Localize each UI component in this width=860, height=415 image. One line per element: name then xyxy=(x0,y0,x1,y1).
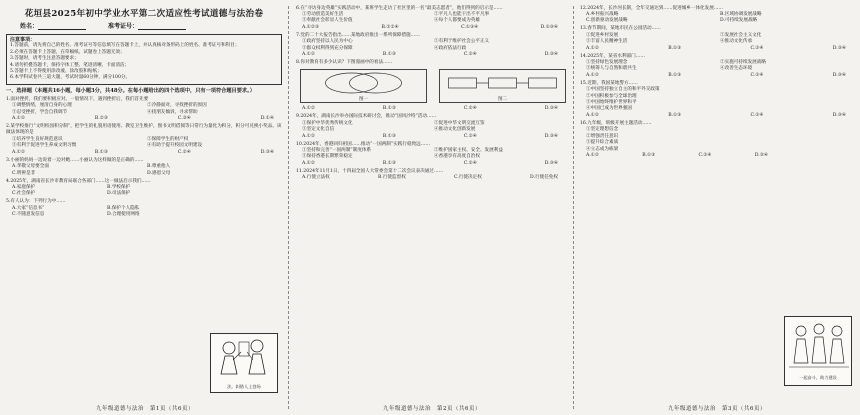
option-d: D.③④ xyxy=(544,52,558,58)
column-divider xyxy=(288,6,289,409)
statement: ③统筹人与自然和谐共生 xyxy=(586,66,637,72)
question-11: 11.2024年11月1日，十四届全国人大常委会第十二次会议表决通过…… xyxy=(296,168,444,174)
option-a: A.①②③ xyxy=(302,24,320,30)
answer-options xyxy=(296,161,566,167)
flow-diagram-icon xyxy=(440,70,565,96)
statement: ②冷静面对，寻找挫折的原因 xyxy=(147,103,207,109)
option-c: C.创新驱动发展战略 xyxy=(586,18,628,24)
option-a: A.①② xyxy=(586,72,600,78)
notice-line: 2.必须在答题卡上答题，在草稿纸、试题卷上答题无效； xyxy=(10,49,125,55)
option-b: B.①③ xyxy=(668,112,682,118)
cartoon-illustration xyxy=(210,333,278,393)
option-c: C.①③④ xyxy=(461,24,479,30)
statement: ③奉献社会彰显人生价值 xyxy=(302,18,353,24)
cartoon-figures-icon xyxy=(211,334,279,384)
statement: ①劳动创造美好生活 xyxy=(302,12,344,17)
option-c: C.社会保护 xyxy=(12,191,36,197)
statement: ①政府坚持以人民为中心 xyxy=(302,39,353,45)
notice-title: 注意事项： xyxy=(10,37,36,43)
statement: ④找朋友倾诉，寻求帮助 xyxy=(147,109,198,115)
statement: ②增强责任意识 xyxy=(586,133,619,139)
question-14: 14.2025年，某省水利部门…… xyxy=(580,53,645,59)
option-b: B.①③ xyxy=(642,152,656,158)
question-2: 2.某学校推行“文明校园积分制”，把学生的礼貌用语使用、教室卫生维护、图书文明借阅等日常行为量化为积分，积分可兑换小奖品。该做法体现的是 xyxy=(6,124,282,136)
venn-diagram-icon xyxy=(301,70,426,96)
statement: ④推动文化传承 xyxy=(720,39,753,45)
statement: ④政府依法行政 xyxy=(434,45,467,51)
statement: ①坚持绿色发展理念 xyxy=(586,60,628,66)
option-d: D.感恩父母 xyxy=(147,170,171,176)
option-d: D.①④ xyxy=(260,116,274,122)
question-15: 15.近期，我国某地警方…… xyxy=(580,80,638,86)
statement: ③忍受挫折，学会自我调节 xyxy=(12,109,68,115)
question-6: 6.在“寻访身边英雄”实践活动中，某班学生走访了社区里的一名“最美志愿者”，他们得到的启示是…… xyxy=(296,5,503,11)
option-a: A.①② xyxy=(302,52,316,58)
statement: ③坚定文化自信 xyxy=(302,127,335,133)
statement: ④有助于提升校园文明建设 xyxy=(147,143,203,149)
cartoon-caption: 一起奋斗，助力建设 xyxy=(799,375,837,380)
question-8: 8.你对教育有多少认识？下图漫画中的看法…… xyxy=(296,60,393,66)
option-a: A.①② xyxy=(586,45,600,51)
diagram-caption: 图二 xyxy=(498,97,507,103)
question-16: 16.九年级，班级开展主题活动…… xyxy=(580,120,652,126)
answer-options xyxy=(296,134,566,140)
option-b: B.①③ xyxy=(668,72,682,78)
option-d: D.③④ xyxy=(544,133,558,139)
option-d: D.③④ xyxy=(754,152,768,158)
column-divider xyxy=(573,6,574,409)
statement: ③丰富人民精神生活 xyxy=(586,39,628,45)
option-d: D.③④ xyxy=(832,72,846,78)
statement: ④香港享有高度自治权 xyxy=(434,154,480,160)
answer-options xyxy=(296,52,566,58)
notice-line: 1.答题前，请先将自己的姓名、准考证号等信息填写在答题卡上，并认真核对条形码上的姓名、准考证号和科目； xyxy=(10,43,240,49)
option-b: B.②③ xyxy=(94,116,108,122)
option-c: C.明辨是非 xyxy=(12,170,36,176)
page-footer: 九年级道德与法治 第1页（共6页） xyxy=(96,406,194,412)
option-d: D.③④ xyxy=(544,106,558,112)
option-d: D.③④ xyxy=(832,45,846,51)
option-b: B.①③ xyxy=(382,52,396,58)
option-b: B.①②④ xyxy=(381,24,399,30)
exam-no-blank xyxy=(138,23,186,30)
option-a: A.①② xyxy=(12,116,26,122)
option-d: D.③④ xyxy=(260,149,274,155)
option-d: D.③④ xyxy=(544,160,558,166)
statement: ③中国始终维护世界和平 xyxy=(586,100,637,106)
option-c: C.②④ xyxy=(463,52,477,58)
question-13: 13.春节期间，某地市民在公园活动…… xyxy=(580,26,661,32)
option-d: D.可持续发展战略 xyxy=(720,18,758,24)
statement: ②保障学生的财产权 xyxy=(147,136,189,142)
option-d: D.合理使用网络 xyxy=(107,212,140,218)
option-a: A.①② xyxy=(12,149,26,155)
answer-options xyxy=(580,73,854,79)
option-a: A.行使立法权 xyxy=(302,175,330,181)
answer-options xyxy=(296,175,566,181)
diagram-one xyxy=(300,69,427,103)
option-b: B.保护个人隐私 xyxy=(107,205,140,211)
question-5: 5.有人认为：下列行为中…… xyxy=(6,199,66,205)
statement: ④推动文化创新发展 xyxy=(434,127,476,133)
option-c: C.③④ xyxy=(177,116,191,122)
page-footer: 九年级道德与法治 第2页（共6页） xyxy=(383,406,481,412)
notice-line: 6.本学科试卷共三道大题，考试时量60分钟，满分100分。 xyxy=(10,75,131,81)
statement: ①促进乡村发展 xyxy=(586,32,619,38)
page-2-column xyxy=(296,4,566,411)
answer-options xyxy=(296,25,566,31)
statement: ③群众权利得到充分保障 xyxy=(302,45,353,51)
student-info-row xyxy=(20,22,282,32)
exam-no-label: 准考证号： xyxy=(108,23,139,30)
notice-line: 5.答题卡上不得使用涂改液、涂改胶和贴纸； xyxy=(10,69,102,75)
option-a: A.大家“信息书” xyxy=(12,205,45,211)
statement: ④立志成为栋梁 xyxy=(586,146,619,152)
diagram-two xyxy=(439,69,566,103)
answer-options xyxy=(6,116,282,122)
notice-box xyxy=(6,34,282,85)
statement: ③有利于促进学生养成文明习惯 xyxy=(12,143,77,149)
statement: ①保护中华优秀传统文化 xyxy=(302,120,353,126)
option-c: C.不随意发信息 xyxy=(12,212,45,218)
option-c: C.②④ xyxy=(750,72,764,78)
option-c: C.行使决定权 xyxy=(454,175,482,181)
option-d: D.③④ xyxy=(832,112,846,118)
option-a: A.乡村振兴战略 xyxy=(586,12,619,17)
notice-line: 3.答题时，请考生注意答题要求； xyxy=(10,56,79,62)
option-c: C.②④ xyxy=(177,149,191,155)
cartoon-illustration-2 xyxy=(784,316,852,386)
statement: ②平凡人也能干出不平凡事 xyxy=(434,12,490,17)
option-b: B.区域协调发展战略 xyxy=(720,12,762,17)
option-b: B.行使监督权 xyxy=(377,175,406,181)
question-7: 7.党的二十大报告指出……某地政府推出一系列保障措施…… xyxy=(296,32,420,38)
option-d: D.行使任免权 xyxy=(530,175,558,181)
question-9: 9.2024年，湖南长沙举办国际技术研讨会，推动“国风沙特”活动…… xyxy=(296,114,437,120)
statement: ②发展社会主义文化 xyxy=(720,32,762,38)
statement: ④每个人都要成为英雄 xyxy=(434,18,480,24)
diagram-caption: 图一 xyxy=(359,97,368,103)
answer-options xyxy=(296,106,566,112)
notice-line: 4.请勿折叠答题卡，保持字体工整、笔迹清晰、卡面清洁； xyxy=(10,62,130,68)
question-8-diagrams xyxy=(300,69,566,103)
option-a: A.家庭保护 xyxy=(12,184,36,190)
statement: ②维护国家主权、安全、发展利益 xyxy=(434,148,503,154)
answer-options xyxy=(6,150,282,156)
question-10: 10.2024年，香港回归祖国……推动“一国两制”实践行稳致远…… xyxy=(296,141,430,147)
cartoon-caption: 法，纠错人上登场 xyxy=(227,384,261,389)
option-d: D.司法保护 xyxy=(107,191,131,197)
statement: ②中国积极参与全球治理 xyxy=(586,93,637,99)
answer-options xyxy=(580,153,776,159)
option-b: B.学校保护 xyxy=(107,184,131,190)
question-3: 3.小丽的妈妈一边说着一边对她……小丽认为这样做的是正确的…… xyxy=(6,157,144,163)
name-label: 姓名： xyxy=(20,23,39,30)
statement: ①中国坚持独立自主的和平外交政策 xyxy=(586,87,660,93)
option-b: B.①③ xyxy=(94,149,108,155)
exam-title: 花垣县2025年初中学业水平第二次适应性考试道德与法治卷 xyxy=(24,9,264,19)
option-c: C.②④ xyxy=(698,152,712,158)
question-4: 4.2025年，湖南省长沙市教育局联合各部门……这一做法启示我们…… xyxy=(6,178,151,184)
name-blank xyxy=(38,23,86,30)
question-1: 1.面对挫折，我们要积极应对。一般情况下，遇到挫折后，我们首先要 xyxy=(6,96,149,102)
option-b: B.①③ xyxy=(382,133,396,139)
option-c: C.②④ xyxy=(750,112,764,118)
people-group-icon xyxy=(785,317,853,375)
option-a: A.①② xyxy=(302,160,316,166)
option-a: A.①② xyxy=(302,133,316,139)
statement: ②实施可持续发展战略 xyxy=(720,60,766,66)
statement: ①坚持和完善“一国两制”制度体系 xyxy=(302,148,372,154)
answer-options xyxy=(580,46,854,52)
option-a: A.①② xyxy=(302,106,316,112)
answer-options xyxy=(580,113,854,119)
option-b: B.尊重他人 xyxy=(147,164,171,170)
option-d: D.②③④ xyxy=(540,24,558,30)
option-c: C.②④ xyxy=(750,45,764,51)
option-b: B.①③ xyxy=(382,160,396,166)
statement: ①培养学生良好规范意识 xyxy=(12,136,63,142)
option-b: B.①③ xyxy=(382,106,396,112)
statement: ①调整情绪，厘清自身的心理 xyxy=(12,103,72,109)
option-b: B.①③ xyxy=(668,45,682,51)
section-heading: 一、选择题（本题共16小题，每小题3分，共48分。在每小题给出的四个选项中，只有一项符合题目要求。） xyxy=(6,87,255,94)
question-12: 12.2024年，长沙河长制，全年交通达到……促进城乡一体化发展…… xyxy=(580,5,724,11)
page-footer: 九年级道德与法治 第3页（共6页） xyxy=(668,406,766,412)
statement: ③保持香港长期繁荣稳定 xyxy=(302,154,353,160)
statement: ②有利于维护社会公平正义 xyxy=(434,39,490,45)
option-a: A.孝敬父母要全面 xyxy=(12,164,49,170)
statement: ①坚定理想信念 xyxy=(586,127,619,133)
statement: ④中国已成为世界强国 xyxy=(586,106,632,112)
statement: ②促进中华文明交流互鉴 xyxy=(434,120,485,126)
option-a: A.①② xyxy=(586,112,600,118)
option-c: C.②④ xyxy=(463,106,477,112)
statement: ④改善生态环境 xyxy=(720,66,753,72)
option-c: C.②④ xyxy=(463,160,477,166)
statement: ③提升综合素质 xyxy=(586,140,619,146)
option-a: A.①② xyxy=(586,152,600,158)
option-c: C.②④ xyxy=(463,133,477,139)
